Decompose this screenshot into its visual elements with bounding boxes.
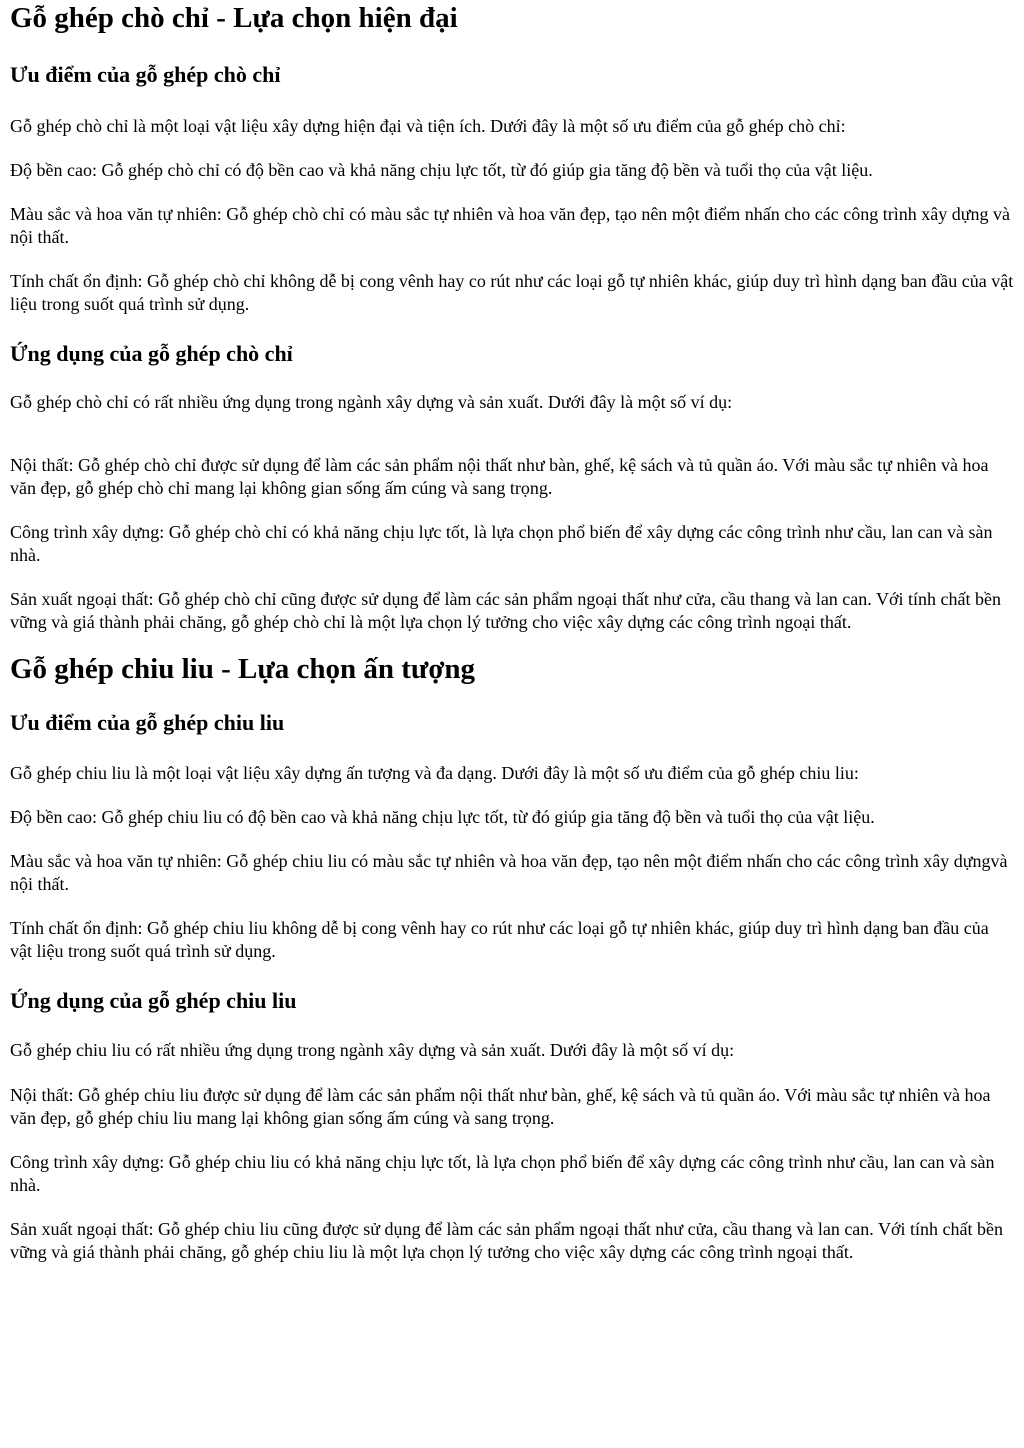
article-1-application-construction: Công trình xây dựng: Gỗ ghép chò chỉ có khả năng chịu lực tốt, là lựa chọn phổ biến để xây dựng các công trình như cầu, lan can và sàn nhà. (10, 522, 993, 565)
article-2-advantage-durability: Độ bền cao: Gỗ ghép chiu liu có độ bền cao và khả năng chịu lực tốt, từ đó giúp gia tăng độ bền và tuổi thọ của vật liệu. (10, 807, 875, 827)
article-1-advantage-durability: Độ bền cao: Gỗ ghép chò chỉ có độ bền cao và khả năng chịu lực tốt, từ đó giúp gia tăng độ bền và tuổi thọ của vật liệu. (10, 160, 873, 180)
article-2-application-interior: Nội thất: Gỗ ghép chiu liu được sử dụng để làm các sản phẩm nội thất như bàn, ghế, kệ sách và tủ quần áo. Với màu sắc tự nhiên và hoa văn đẹp, gỗ ghép chiu liu mang lại không gian sống ấm cúng và sang trọng. (10, 1085, 991, 1128)
article-2-advantages-intro: Gỗ ghép chiu liu là một loại vật liệu xây dựng ấn tượng và đa dạng. Dưới đây là một số ưu điểm của gỗ ghép chiu liu: (10, 763, 859, 783)
article-2-applications-heading: Ứng dụng của gỗ ghép chiu liu (10, 988, 297, 1013)
article-2-application-exterior: Sản xuất ngoại thất: Gỗ ghép chiu liu cũng được sử dụng để làm các sản phẩm ngoại thất như cửa, cầu thang và lan can. Với tính chất bền vững và giá thành phải chăng, gỗ ghép chiu liu là một lựa chọn lý tưởng cho việc xây dựng các công trình ngoại thất. (10, 1219, 1003, 1262)
article-1-application-interior: Nội thất: Gỗ ghép chò chỉ được sử dụng để làm các sản phẩm nội thất như bàn, ghế, kệ sách và tủ quần áo. Với màu sắc tự nhiên và hoa văn đẹp, gỗ ghép chò chỉ mang lại không gian sống ấm cúng và sang trọng. (10, 455, 989, 498)
article-1-applications-heading: Ứng dụng của gỗ ghép chò chỉ (10, 341, 293, 366)
article-2-title: Gỗ ghép chiu liu - Lựa chọn ấn tượng (10, 653, 476, 685)
article-1-advantages-heading: Ưu điểm của gỗ ghép chò chỉ (10, 62, 281, 87)
article-2-application-construction: Công trình xây dựng: Gỗ ghép chiu liu có khả năng chịu lực tốt, là lựa chọn phổ biến để xây dựng các công trình như cầu, lan can và sàn nhà. (10, 1152, 995, 1195)
article-1-advantage-stability: Tính chất ổn định: Gỗ ghép chò chỉ không dễ bị cong vênh hay co rút như các loại gỗ tự nhiên khác, giúp duy trì hình dạng ban đầu của vật liệu trong suốt quá trình sử dụng. (10, 271, 1014, 314)
article-2-advantage-color-pattern: Màu sắc và hoa văn tự nhiên: Gỗ ghép chiu liu có màu sắc tự nhiên và hoa văn đẹp, tạo nên một điểm nhấn cho các công trình xây dựngvà nội thất. (10, 851, 1008, 894)
article-1-applications-intro: Gỗ ghép chò chỉ có rất nhiều ứng dụng trong ngành xây dựng và sản xuất. Dưới đây là một số ví dụ: (10, 392, 733, 412)
article-1-advantage-color-pattern: Màu sắc và hoa văn tự nhiên: Gỗ ghép chò chỉ có màu sắc tự nhiên và hoa văn đẹp, tạo nên một điểm nhấn cho các công trình xây dựng và nội thất. (10, 204, 1010, 247)
article-1-advantages-intro: Gỗ ghép chò chỉ là một loại vật liệu xây dựng hiện đại và tiện ích. Dưới đây là một số ưu điểm của gỗ ghép chò chỉ: (10, 116, 846, 136)
article-2-advantages-heading: Ưu điểm của gỗ ghép chiu liu (10, 710, 285, 735)
article-2-advantage-stability: Tính chất ổn định: Gỗ ghép chiu liu không dễ bị cong vênh hay co rút như các loại gỗ tự nhiên khác, giúp duy trì hình dạng ban đầu của vật liệu trong suốt quá trình sử dụng. (10, 918, 989, 961)
article-2-applications-intro: Gỗ ghép chiu liu có rất nhiều ứng dụng trong ngành xây dựng và sản xuất. Dưới đây là một số ví dụ: (10, 1040, 735, 1060)
article-1-title: Gỗ ghép chò chỉ - Lựa chọn hiện đại (10, 2, 458, 34)
article-1-application-exterior: Sản xuất ngoại thất: Gỗ ghép chò chỉ cũng được sử dụng để làm các sản phẩm ngoại thất như cửa, cầu thang và lan can. Với tính chất bền vững và giá thành phải chăng, gỗ ghép chò chỉ là một lựa chọn lý tưởng cho việc xây dựng các công trình ngoại thất. (10, 589, 1001, 632)
